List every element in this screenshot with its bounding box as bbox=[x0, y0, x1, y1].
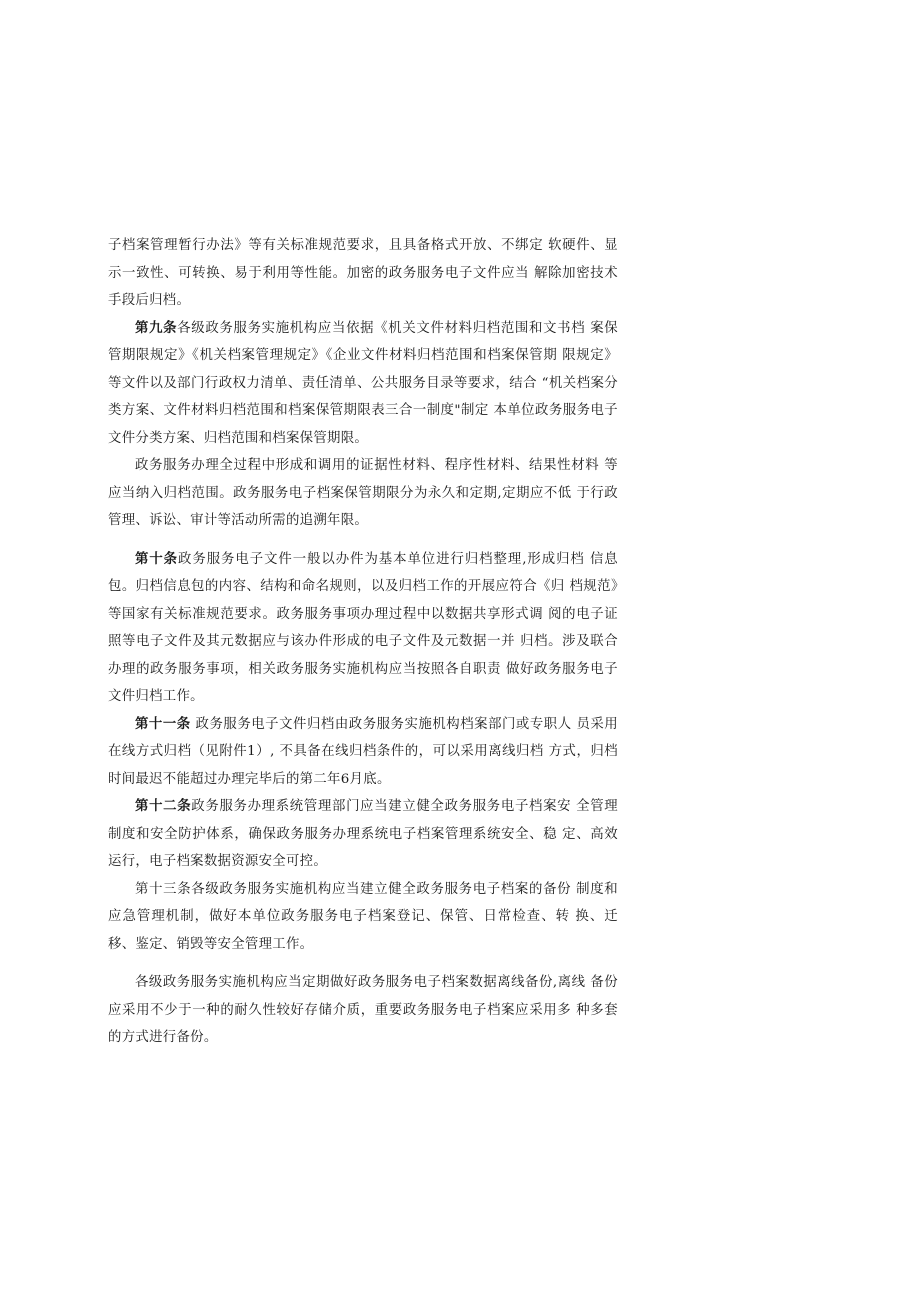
paragraph-text: 各级政务服务实施机构应当依据《机关文件材料归档范围和文书档 案保管期限规定》《机关档案管理规定》《企业文件材料归档范围和档案保管期 限规定》等文件以及部门行政权力清单、责任清单、公共服务目录等要求，结合 “机关档案分类方案、文件材料归档范围和档案保管期限表三合一制度"制定 本单位政务服务电子文件分类方案、归档范围和档案保管期限。 bbox=[108, 320, 618, 446]
article-number: 第十二条 bbox=[135, 799, 192, 814]
article-12 bbox=[108, 793, 618, 876]
article-13 bbox=[108, 876, 618, 959]
document-page bbox=[108, 232, 618, 1052]
paragraph-text: 政务服务电子文件归档由政务服务实施机构档案部门或专职人 员采用在线方式归档（见附件1）, 不具备在线归档条件的，可以采用离线归档 方式，归档时间最迟不能超过办理完毕后的第二年6月底。 bbox=[108, 716, 618, 787]
paragraph-text: 政务服务办理系统管理部门应当建立健全政务服务电子档案安 全管理制度和安全防护体系，确保政务服务办理系统电子档案管理系统安全、稳 定、高效运行，电子档案数据资源安全可控。 bbox=[108, 799, 618, 869]
paragraph-text: 政务服务办理全过程中形成和调用的证据性材料、程序性材料、结果性材料 等应当纳入归档范围。政务服务电子档案保管期限分为永久和定期,定期应不低 于行政管理、诉讼、审计等活动所需的追溯年限。 bbox=[108, 458, 618, 528]
paragraph-retention bbox=[108, 452, 618, 535]
article-9 bbox=[108, 315, 618, 453]
article-number: 第九条 bbox=[135, 320, 178, 336]
paragraph-continuation bbox=[108, 232, 618, 315]
article-10 bbox=[108, 546, 618, 711]
article-number: 第十条 bbox=[135, 551, 179, 567]
paragraph-text: 各级政务服务实施机构应当定期做好政务服务电子档案数据离线备份,离线 备份应采用不少于一种的耐久性较好存储介质，重要政务服务电子档案应采用多 种多套的方式进行备份。 bbox=[108, 975, 618, 1045]
paragraph-backup bbox=[108, 969, 618, 1052]
paragraph-text: 子档案管理暂行办法》等有关标准规范要求，且具备格式开放、不绑定 软硬件、显示一致性、可转换、易于利用等性能。加密的政务服务电子文件应当 解除加密技术手段后归档。 bbox=[108, 238, 618, 308]
paragraph-text: 第十三条各级政务服务实施机构应当建立健全政务服务电子档案的备份 制度和应急管理机制，做好本单位政务服务电子档案登记、保管、日常检查、转 换、迁移、鉴定、销毁等安全管理工作。 bbox=[108, 881, 618, 952]
article-number: 第十一条 bbox=[135, 716, 191, 732]
paragraph-text: 政务服务电子文件一般以办件为基本单位进行归档整理,形成归档 信息包。归档信息包的内容、结构和命名规则，以及归档工作的开展应符合《归 档规范》等国家有关标准规范要求。政务服务事项办理过程中以数据共享形式调 阅的电子证照等电子文件及其元数据应与该办件形成的电子文件及元数据一并 归档。涉及联合办理的政务服务事项，相关政务服务实施机构应当按照各自职责 做好政务服务电子文件归档工作。 bbox=[108, 551, 618, 704]
article-11 bbox=[108, 711, 618, 794]
